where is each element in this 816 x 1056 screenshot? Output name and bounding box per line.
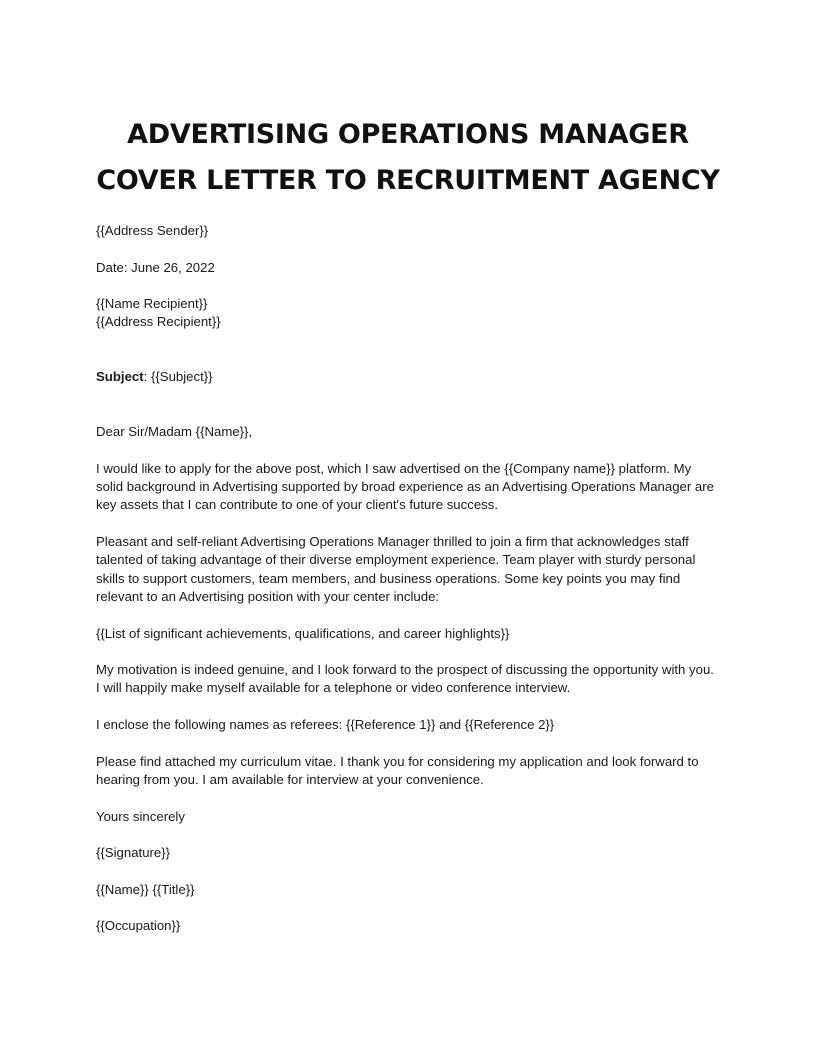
signature-placeholder: {{Signature}} (96, 845, 171, 861)
letter-body (96, 222, 721, 954)
name-recipient: {{Name Recipient}} (96, 296, 208, 312)
paragraph-intro: I would like to apply for the above post, which I saw advertised on the {{Company name}} platform. My solid background in Advertising supported by broad experience as an Advertising Operations Manager are key assets that I can contribute to one of your client's future success. (96, 460, 714, 513)
name-title-placeholder: {{Name}} {{Title}} (96, 881, 195, 897)
subject-label: Subject (96, 369, 144, 385)
document-title (0, 112, 816, 204)
salutation: Dear Sir/Madam {{Name}}, (96, 424, 253, 440)
letter-date: Date: June 26, 2022 (96, 259, 215, 275)
paragraph-profile: Pleasant and self-reliant Advertising Operations Manager thrilled to join a firm that acknowledges staff talented of taking advantage of their diverse employment experience. Team player with sturdy personal skills to support customers, team members, and business operations. Some key points you may find relevant to an Advertising position with your center include: (96, 534, 696, 604)
subject-value: : {{Subject}} (143, 369, 213, 385)
paragraph-closing: Please find attached my curriculum vitae. I thank you for considering my application and look forward to hearing from you. I am available for interview at your convenience. (96, 753, 699, 787)
recipient-block (96, 295, 721, 332)
title-line-1: ADVERTISING OPERATIONS MANAGER (127, 119, 689, 150)
closing-phrase: Yours sincerely (96, 808, 185, 824)
highlights-placeholder: {{List of significant achievements, qualifications, and career highlights}} (96, 625, 510, 641)
subject-line (96, 368, 721, 386)
paragraph-motivation: My motivation is indeed genuine, and I look forward to the prospect of discussing the opportunity with you. I will happily make myself available for a telephone or video conference interview. (96, 662, 714, 696)
referees-line: I enclose the following names as referees: {{Reference 1}} and {{Reference 2}} (96, 717, 555, 733)
occupation-placeholder: {{Occupation}} (96, 918, 181, 934)
title-line-2: COVER LETTER TO RECRUITMENT AGENCY (96, 165, 720, 196)
address-sender: {{Address Sender}} (96, 223, 209, 238)
address-recipient: {{Address Recipient}} (96, 314, 221, 330)
